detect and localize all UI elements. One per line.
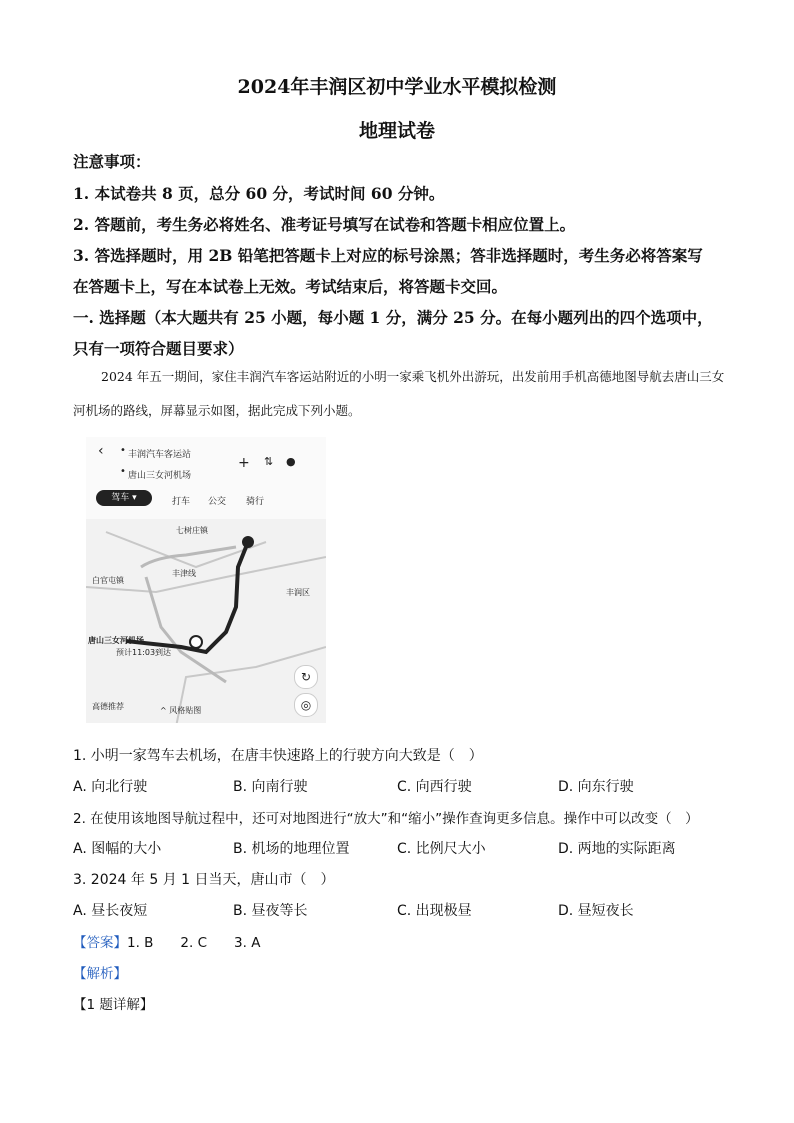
map-place-5: 预计11:03到达: [116, 648, 172, 657]
note-item-2: 2. 答题前，考生务必将姓名、准考证号填写在试卷和答题卡相应位置上。: [73, 215, 576, 234]
locate-icon: ◎: [294, 693, 318, 717]
note-item-3-cont: 在答题卡上，写在本试卷上无效。考试结束后，将答题卡交回。: [73, 277, 508, 296]
map-to: 唐山三女河机场: [128, 471, 192, 481]
tab-bus: 公交: [208, 497, 227, 507]
notes-heading: 注意事项：: [73, 152, 151, 171]
swap-icon: ⇅: [264, 455, 274, 468]
q3-option-a: A. 昼长夜短: [73, 903, 148, 919]
answer-values: 1. B 2. C 3. A: [127, 935, 261, 951]
analysis-label: 【解析】: [73, 966, 127, 982]
from-dot-icon: •: [120, 445, 126, 456]
tab-taxi: 打车: [172, 497, 191, 507]
page-subtitle: 地理试卷: [358, 120, 435, 142]
tab-drive: 驾车 ▾: [96, 490, 152, 506]
map-place-2: 丰津线: [172, 569, 196, 578]
intro-paragraph: 2024 年五一期间，家住丰润汽车客运站附近的小明一家乘飞机外出游玩，出发前用手机高德地图导航去唐山三女河机场的路线，屏幕显示如图，据此完成下列小题。: [73, 369, 725, 418]
q2-option-c: C. 比例尺大小: [397, 841, 486, 857]
q2-option-a: A. 图幅的大小: [73, 841, 162, 857]
map-place-8: ^ 风格贴图: [160, 706, 202, 715]
mic-icon: ●: [286, 455, 296, 468]
q2-option-d: D. 两地的实际距离: [558, 841, 676, 857]
map-place-4: 唐山三女河机场: [88, 636, 144, 645]
q1-option-d: D. 向东行驶: [558, 779, 634, 795]
map-place-7: 高德推荐: [92, 702, 124, 711]
page-title: 2024年丰润区初中学业水平模拟检测: [237, 76, 557, 98]
q3-option-c: C. 出现极昼: [397, 903, 472, 919]
question-2: 2. 在使用该地图导航过程中，还可对地图进行“放大”和“缩小”操作查询更多信息。操作中可以改变（ ）: [73, 811, 699, 827]
q3-option-d: D. 昼短夜长: [558, 903, 634, 919]
note-item-1: 1. 本试卷共 8 页，总分 60 分，考试时间 60 分钟。: [73, 184, 445, 203]
q1-option-b: B. 向南行驶: [233, 779, 308, 795]
to-dot-icon: •: [120, 466, 126, 477]
note-item-3: 3. 答选择题时，用 2B 铅笔把答题卡上对应的标号涂黑；答非选择题时，考生务必将答案写: [73, 246, 703, 265]
q1-option-c: C. 向西行驶: [397, 779, 472, 795]
map-place-6: 丰润区: [286, 588, 310, 597]
plus-icon: +: [238, 455, 250, 471]
refresh-icon: ↻: [294, 665, 318, 689]
map-place-1: 七树庄镇: [176, 526, 208, 535]
detail-label: 【1 题详解】: [73, 997, 154, 1013]
q3-option-b: B. 昼夜等长: [233, 903, 308, 919]
map-place-3: 白官屯镇: [92, 576, 124, 585]
answer-line: [73, 931, 260, 951]
question-3: 3. 2024 年 5 月 1 日当天，唐山市（ ）: [73, 872, 335, 888]
section-heading: 一. 选择题（本大题共有 25 小题，每小题 1 分，满分 25 分。在每小题列出的四个选项中，: [73, 308, 713, 327]
section-heading-cont: 只有一项符合题目要求）: [73, 339, 244, 358]
question-1: 1. 小明一家驾车去机场，在唐丰快速路上的行驶方向大致是（ ）: [73, 748, 483, 764]
tab-bike: 骑行: [246, 497, 265, 507]
answer-label: 【答案】: [73, 935, 127, 951]
map-from: 丰润汽车客运站: [128, 450, 192, 460]
navigation-map-screenshot: [86, 437, 326, 723]
q2-option-b: B. 机场的地理位置: [233, 841, 350, 857]
back-icon: ‹: [98, 443, 104, 459]
q1-option-a: A. 向北行驶: [73, 779, 148, 795]
